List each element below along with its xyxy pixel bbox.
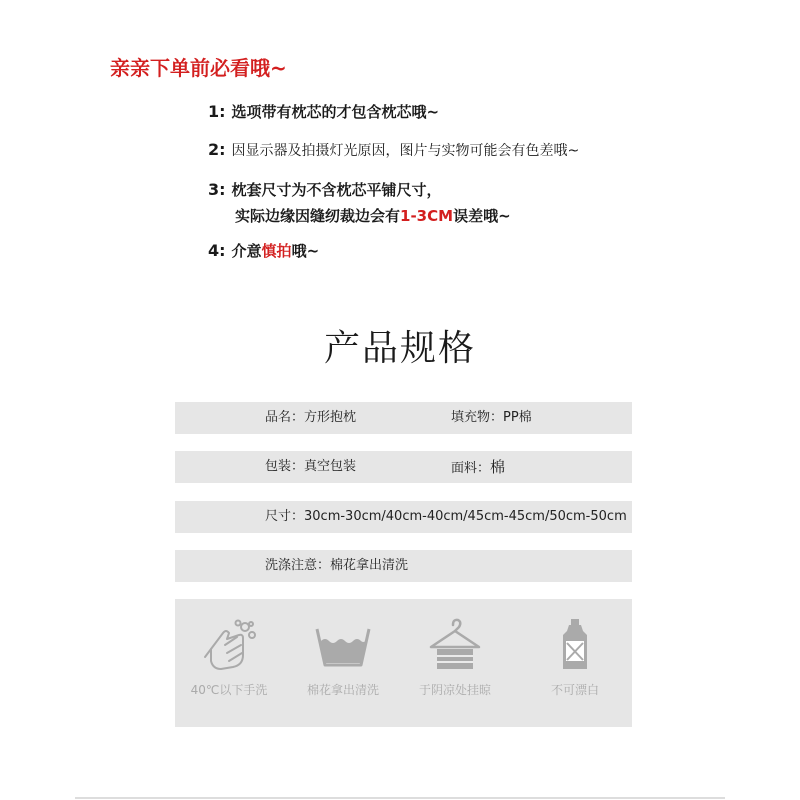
care-label: 40℃以下手洗: [190, 683, 268, 697]
spec-filling: 填充物：PP棉: [451, 410, 532, 425]
notice-number: 2:: [208, 140, 226, 159]
notice-highlight: 1-3CM: [400, 207, 454, 225]
care-item-hand-wash: [181, 615, 277, 698]
notice-text: 实际边缘因缝纫裁边会有: [235, 207, 401, 225]
notice-highlight: 慎拍: [261, 242, 292, 260]
wash-basin-icon: [311, 615, 375, 673]
care-label: 不可漂白: [550, 683, 599, 697]
hang-dry-icon: [423, 615, 487, 673]
no-bleach-icon: [543, 615, 607, 673]
section-title: 产品规格: [323, 328, 476, 369]
spec-row-packaging: [175, 451, 632, 483]
spec-row-washing: [175, 550, 632, 582]
care-item-hang-dry: [407, 615, 503, 698]
notice-item-2: [208, 137, 579, 164]
notice-number: 3:: [208, 180, 226, 199]
notice-text: 枕套尺寸为不含枕芯平铺尺寸，: [231, 181, 442, 199]
notice-number: 1:: [208, 102, 226, 121]
hand-wash-icon: [197, 615, 261, 673]
spec-fabric-value: 棉: [490, 458, 506, 476]
notice-text: 介意: [231, 242, 262, 260]
spec-fabric: [451, 451, 505, 485]
spec-name: 品名：方形抱枕: [265, 410, 357, 425]
spec-row-name: [175, 402, 632, 434]
notice-item-1: [208, 99, 439, 125]
notice-item-3: [208, 177, 511, 229]
spec-washing: 洗涤注意：棉花拿出清洗: [265, 558, 409, 573]
care-label: 于阴凉处挂晾: [418, 683, 491, 697]
bottom-divider: [75, 797, 725, 799]
care-instructions-panel: [175, 599, 632, 727]
care-item-no-bleach: [527, 615, 623, 698]
notice-title: 亲亲下单前必看哦~: [110, 56, 287, 80]
spec-row-size: [175, 501, 632, 533]
care-item-basin: [295, 615, 391, 698]
spec-fabric-label: 面料：: [451, 461, 491, 476]
notice-text: 因显示器及拍摄灯光原因，图片与实物可能会有色差哦~: [231, 143, 580, 159]
notice-text: 哦~: [291, 242, 320, 260]
notice-item-4: [208, 238, 319, 264]
notice-text: 误差哦~: [453, 207, 511, 225]
care-label: 棉花拿出清洗: [306, 683, 379, 697]
notice-number: 4:: [208, 241, 226, 260]
notice-text: 选项带有枕芯的才包含枕芯哦~: [231, 103, 440, 121]
spec-packaging: 包装：真空包装: [265, 459, 357, 474]
spec-size: 尺寸：30cm-30cm/40cm-40cm/45cm-45cm/50cm-50cm: [265, 509, 627, 524]
notice-continuation: [208, 203, 511, 229]
